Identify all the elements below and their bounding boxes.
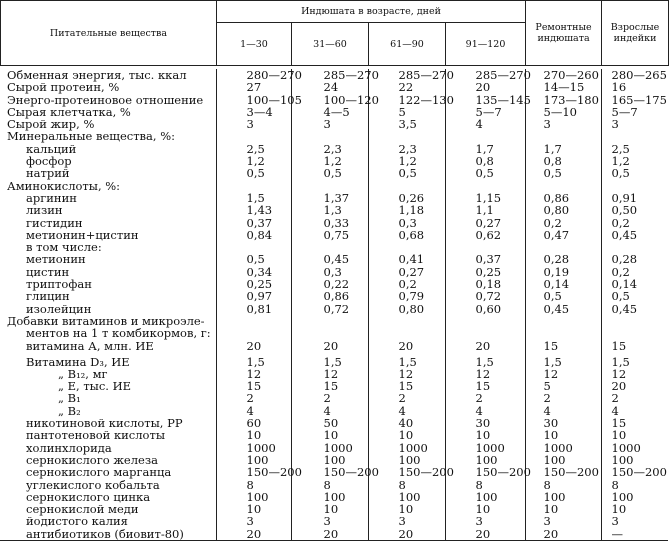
row-value: 16	[601, 81, 668, 93]
row-value: 0,2	[601, 266, 668, 278]
row-value	[368, 327, 445, 339]
row-value: 165—175	[601, 94, 668, 106]
row-value: 0,5	[525, 167, 601, 179]
table-row	[0, 253, 668, 265]
row-value: 0,8	[525, 155, 601, 167]
row-label: метионин	[0, 253, 216, 265]
row-value	[601, 130, 668, 142]
header-age-1: 1—30	[217, 23, 292, 66]
row-value: 1,37	[291, 192, 368, 204]
row-label: цистин	[0, 266, 216, 278]
table-row	[0, 466, 668, 478]
row-value: 100—105	[216, 94, 291, 106]
row-label: триптофан	[0, 278, 216, 290]
row-value: 0,41	[368, 253, 445, 265]
row-value: 0,5	[601, 290, 668, 302]
row-value: 0,5	[445, 167, 525, 179]
row-value: 60	[216, 417, 291, 429]
row-value: 1000	[601, 442, 668, 454]
row-value: 0,25	[445, 266, 525, 278]
row-value: 1000	[525, 442, 601, 454]
row-value: 1000	[368, 442, 445, 454]
row-value: 0,25	[216, 278, 291, 290]
row-value	[216, 130, 291, 142]
row-value: 10	[525, 503, 601, 515]
row-value: 20	[445, 340, 525, 352]
row-value: 0,60	[445, 303, 525, 315]
row-value: 3	[445, 515, 525, 527]
row-value: 30	[445, 417, 525, 429]
row-label: Добавки витаминов и микроэле-	[0, 315, 216, 327]
row-value: 2	[525, 392, 601, 404]
row-value: 5—10	[525, 106, 601, 118]
row-value: 3	[601, 118, 668, 130]
row-value: 0,80	[368, 303, 445, 315]
row-value: 4	[445, 405, 525, 417]
row-value: 0,37	[445, 253, 525, 265]
table-row	[0, 81, 668, 93]
row-value: 0,47	[525, 229, 601, 241]
row-value: 20	[216, 528, 291, 541]
row-value: 0,62	[445, 229, 525, 241]
table-row	[0, 340, 668, 352]
row-value: 100	[368, 491, 445, 503]
row-value: 0,14	[525, 278, 601, 290]
row-value: 0,3	[291, 266, 368, 278]
row-value: 1,2	[216, 155, 291, 167]
row-value: 1,15	[445, 192, 525, 204]
row-value: 5	[525, 380, 601, 392]
row-value: 1000	[291, 442, 368, 454]
row-label: сернокислой меди	[0, 503, 216, 515]
row-value: 1,5	[216, 352, 291, 368]
row-value: 0,8	[445, 155, 525, 167]
row-label: Сырой жир, %	[0, 118, 216, 130]
row-value: 0,5	[368, 167, 445, 179]
row-value: 0,34	[216, 266, 291, 278]
row-value	[445, 130, 525, 142]
row-value: 20	[291, 528, 368, 541]
row-value: 0,27	[445, 217, 525, 229]
row-value: 1,5	[368, 352, 445, 368]
table-row	[0, 167, 668, 179]
row-value: 27	[216, 81, 291, 93]
table-row	[0, 515, 668, 527]
row-value: 0,81	[216, 303, 291, 315]
row-value: 0,5	[291, 167, 368, 179]
row-label: Энерго-протеиновое отношение	[0, 94, 216, 106]
row-value: 0,72	[291, 303, 368, 315]
row-value: 0,27	[368, 266, 445, 278]
row-value: 1,43	[216, 204, 291, 216]
row-value: 0,33	[291, 217, 368, 229]
row-value: 285—270	[291, 69, 368, 81]
row-value: 8	[368, 479, 445, 491]
row-value	[445, 327, 525, 339]
table-row	[0, 290, 668, 302]
row-value: 3,5	[368, 118, 445, 130]
row-value: 3	[525, 515, 601, 527]
row-value: 0,5	[216, 167, 291, 179]
row-value: 280—270	[216, 69, 291, 81]
row-value: 0,5	[216, 253, 291, 265]
row-value: 22	[368, 81, 445, 93]
row-value: 173—180	[525, 94, 601, 106]
row-value: 10	[216, 503, 291, 515]
row-label: Сырая клетчатка, %	[0, 106, 216, 118]
row-value: 3	[601, 515, 668, 527]
row-value: 15	[601, 417, 668, 429]
row-value: 12	[368, 368, 445, 380]
row-value: 0,14	[601, 278, 668, 290]
row-value: 0,3	[368, 217, 445, 229]
row-label: Аминокислоты, %:	[0, 180, 216, 192]
row-value: 1,7	[525, 143, 601, 155]
row-value: 5—7	[445, 106, 525, 118]
table-row	[0, 392, 668, 404]
row-value: 1,5	[291, 352, 368, 368]
row-value: 4	[291, 405, 368, 417]
header-age-2: 31—60	[292, 23, 369, 66]
row-value: 3	[525, 118, 601, 130]
row-value: 0,18	[445, 278, 525, 290]
table-row	[0, 130, 668, 142]
row-value: 3—4	[216, 106, 291, 118]
table-row	[0, 528, 668, 541]
row-label: в том числе:	[0, 241, 216, 253]
row-value: 1,7	[445, 143, 525, 155]
row-value: 0,5	[601, 167, 668, 179]
row-value: 100	[216, 454, 291, 466]
row-label: аргинин	[0, 192, 216, 204]
row-value: 3	[216, 118, 291, 130]
row-value: 3	[368, 515, 445, 527]
row-label: „ B₁	[0, 392, 216, 404]
row-label: лизин	[0, 204, 216, 216]
row-value: 12	[601, 368, 668, 380]
row-value: 2,5	[216, 143, 291, 155]
row-value: 100	[525, 454, 601, 466]
table-row	[0, 217, 668, 229]
row-value: 150—200	[368, 466, 445, 478]
row-value: 280—265	[601, 69, 668, 81]
row-value: 100	[445, 454, 525, 466]
table-row	[0, 429, 668, 441]
row-value: 4	[216, 405, 291, 417]
row-label: „ B₁₂, мг	[0, 368, 216, 380]
row-value: 10	[445, 503, 525, 515]
row-value: 12	[445, 368, 525, 380]
row-value: 0,75	[291, 229, 368, 241]
row-value: 10	[601, 429, 668, 441]
row-value: 15	[601, 340, 668, 352]
row-value: 8	[291, 479, 368, 491]
row-value	[291, 327, 368, 339]
row-label: йодистого калия	[0, 515, 216, 527]
row-value: 20	[601, 380, 668, 392]
row-label: кальций	[0, 143, 216, 155]
row-value	[601, 327, 668, 339]
row-value: 15	[525, 340, 601, 352]
row-value: 20	[445, 81, 525, 93]
row-value: 15	[445, 380, 525, 392]
row-label: изолейцин	[0, 303, 216, 315]
row-value: 0,84	[216, 229, 291, 241]
row-value: 20	[525, 528, 601, 541]
header-repair-poults: Ремонтные индюшата	[526, 1, 602, 66]
row-value	[525, 327, 601, 339]
row-label: сернокислого железа	[0, 454, 216, 466]
row-value: 0,72	[445, 290, 525, 302]
row-value: 3	[291, 118, 368, 130]
row-label: Сырой протеин, %	[0, 81, 216, 93]
row-value: 100	[601, 454, 668, 466]
row-value: 14—15	[525, 81, 601, 93]
row-value: 285—270	[445, 69, 525, 81]
row-value: 10	[368, 429, 445, 441]
row-value: 100	[368, 454, 445, 466]
row-value: 3	[216, 515, 291, 527]
row-value: 8	[216, 479, 291, 491]
row-label: ментов на 1 т комбикормов, г:	[0, 327, 216, 339]
row-value: 2,3	[291, 143, 368, 155]
row-value: 24	[291, 81, 368, 93]
row-value: 20	[291, 340, 368, 352]
row-value: 1,2	[601, 155, 668, 167]
row-label: углекислого кобальта	[0, 479, 216, 491]
row-value	[291, 315, 368, 327]
row-label: натрий	[0, 167, 216, 179]
row-value: 10	[445, 429, 525, 441]
row-value	[216, 327, 291, 339]
row-value: 122—130	[368, 94, 445, 106]
row-value: 1,3	[291, 204, 368, 216]
row-value: 1,5	[525, 352, 601, 368]
row-value: 15	[216, 380, 291, 392]
row-value: 150—200	[445, 466, 525, 478]
row-label: холинхлорида	[0, 442, 216, 454]
row-value: 1,5	[216, 192, 291, 204]
row-value: 0,79	[368, 290, 445, 302]
row-value: 4	[445, 118, 525, 130]
row-value: 150—200	[525, 466, 601, 478]
row-label: фосфор	[0, 155, 216, 167]
row-label: „ B₂	[0, 405, 216, 417]
row-value: 150—200	[216, 466, 291, 478]
row-value: 1,5	[601, 352, 668, 368]
row-value: 4—5	[291, 106, 368, 118]
row-value	[445, 315, 525, 327]
table-row	[0, 327, 668, 339]
row-value: 40	[368, 417, 445, 429]
header-age-4: 91—120	[446, 23, 526, 66]
row-value: 0,45	[601, 229, 668, 241]
row-label: пантотеновой кислоты	[0, 429, 216, 441]
row-value: 8	[525, 479, 601, 491]
row-value: 0,86	[525, 192, 601, 204]
row-value: 0,2	[368, 278, 445, 290]
row-value: 8	[445, 479, 525, 491]
row-value: 0,50	[601, 204, 668, 216]
row-label: никотиновой кислоты, РР	[0, 417, 216, 429]
row-label: сернокислого марганца	[0, 466, 216, 478]
row-value: 0,45	[291, 253, 368, 265]
row-value: 10	[368, 503, 445, 515]
row-value: 0,28	[601, 253, 668, 265]
row-label: Витамина D₃, ИЕ	[0, 352, 216, 368]
row-value: 0,28	[525, 253, 601, 265]
table-header	[0, 0, 669, 66]
row-value: 0,68	[368, 229, 445, 241]
row-value: 0,26	[368, 192, 445, 204]
row-value: 0,2	[601, 217, 668, 229]
table-row	[0, 204, 668, 216]
row-value	[601, 315, 668, 327]
header-age-3: 61—90	[369, 23, 446, 66]
row-value: 12	[216, 368, 291, 380]
row-value: 2	[291, 392, 368, 404]
row-value: 0,22	[291, 278, 368, 290]
row-value: —	[601, 528, 668, 541]
row-label: гистидин	[0, 217, 216, 229]
row-value: 2	[368, 392, 445, 404]
row-label: сернокислого цинка	[0, 491, 216, 503]
row-value: 0,45	[601, 303, 668, 315]
row-value: 2	[601, 392, 668, 404]
row-label: антибиотиков (биовит-80)	[0, 528, 216, 541]
row-value: 10	[601, 503, 668, 515]
row-value: 30	[525, 417, 601, 429]
row-value: 0,19	[525, 266, 601, 278]
row-value: 2,5	[601, 143, 668, 155]
row-value: 100—120	[291, 94, 368, 106]
row-value: 150—200	[291, 466, 368, 478]
header-nutrients: Питательные вещества	[1, 1, 217, 66]
row-label: глицин	[0, 290, 216, 302]
row-value: 20	[216, 340, 291, 352]
row-value: 285—270	[368, 69, 445, 81]
row-value: 100	[601, 491, 668, 503]
row-value: 100	[445, 491, 525, 503]
row-value: 0,91	[601, 192, 668, 204]
row-value: 150—200	[601, 466, 668, 478]
row-value: 1,5	[445, 352, 525, 368]
table-row	[0, 479, 668, 491]
row-value	[216, 315, 291, 327]
row-value: 15	[291, 380, 368, 392]
row-value: 1,1	[445, 204, 525, 216]
header-adult-turkeys: Взрослые индейки	[602, 1, 669, 66]
row-value: 20	[445, 528, 525, 541]
row-value: 0,45	[525, 303, 601, 315]
row-value: 0,5	[525, 290, 601, 302]
row-value: 50	[291, 417, 368, 429]
row-value: 2	[445, 392, 525, 404]
row-value: 1000	[216, 442, 291, 454]
row-value: 20	[368, 340, 445, 352]
row-value: 10	[291, 503, 368, 515]
row-value: 10	[291, 429, 368, 441]
row-value: 100	[525, 491, 601, 503]
row-label: „ Е, тыс. ИЕ	[0, 380, 216, 392]
table-row	[0, 352, 668, 368]
row-value: 100	[291, 454, 368, 466]
row-value: 5	[368, 106, 445, 118]
row-value: 1,2	[291, 155, 368, 167]
row-value: 3	[291, 515, 368, 527]
row-value	[368, 315, 445, 327]
row-value	[368, 130, 445, 142]
table-row	[0, 380, 668, 392]
row-value: 4	[601, 405, 668, 417]
row-value: 4	[525, 405, 601, 417]
row-value: 1,18	[368, 204, 445, 216]
row-value: 20	[368, 528, 445, 541]
row-value: 270—260	[525, 69, 601, 81]
row-value: 1000	[445, 442, 525, 454]
row-value: 5—7	[601, 106, 668, 118]
row-value: 0,37	[216, 217, 291, 229]
row-label: витамина А, млн. ИЕ	[0, 340, 216, 352]
row-value: 0,2	[525, 217, 601, 229]
row-value	[525, 315, 601, 327]
row-value: 10	[525, 429, 601, 441]
row-value: 100	[291, 491, 368, 503]
row-value: 12	[525, 368, 601, 380]
row-value: 12	[291, 368, 368, 380]
row-value: 0,97	[216, 290, 291, 302]
row-value: 4	[368, 405, 445, 417]
row-label: Минеральные вещества, %:	[0, 130, 216, 142]
row-value	[525, 130, 601, 142]
row-value: 100	[216, 491, 291, 503]
header-poults-age: Индюшата в возрасте, дней	[217, 1, 526, 23]
row-value: 8	[601, 479, 668, 491]
row-value: 2,3	[368, 143, 445, 155]
table-row	[0, 106, 668, 118]
row-value: 0,80	[525, 204, 601, 216]
row-value: 2	[216, 392, 291, 404]
row-label: метионин+цистин	[0, 229, 216, 241]
row-value: 10	[216, 429, 291, 441]
row-value: 0,86	[291, 290, 368, 302]
table-body	[0, 69, 668, 541]
row-value: 135—145	[445, 94, 525, 106]
row-label: Обменная энергия, тыс. ккал	[0, 69, 216, 81]
row-value: 1,2	[368, 155, 445, 167]
row-value	[291, 130, 368, 142]
row-value: 15	[368, 380, 445, 392]
